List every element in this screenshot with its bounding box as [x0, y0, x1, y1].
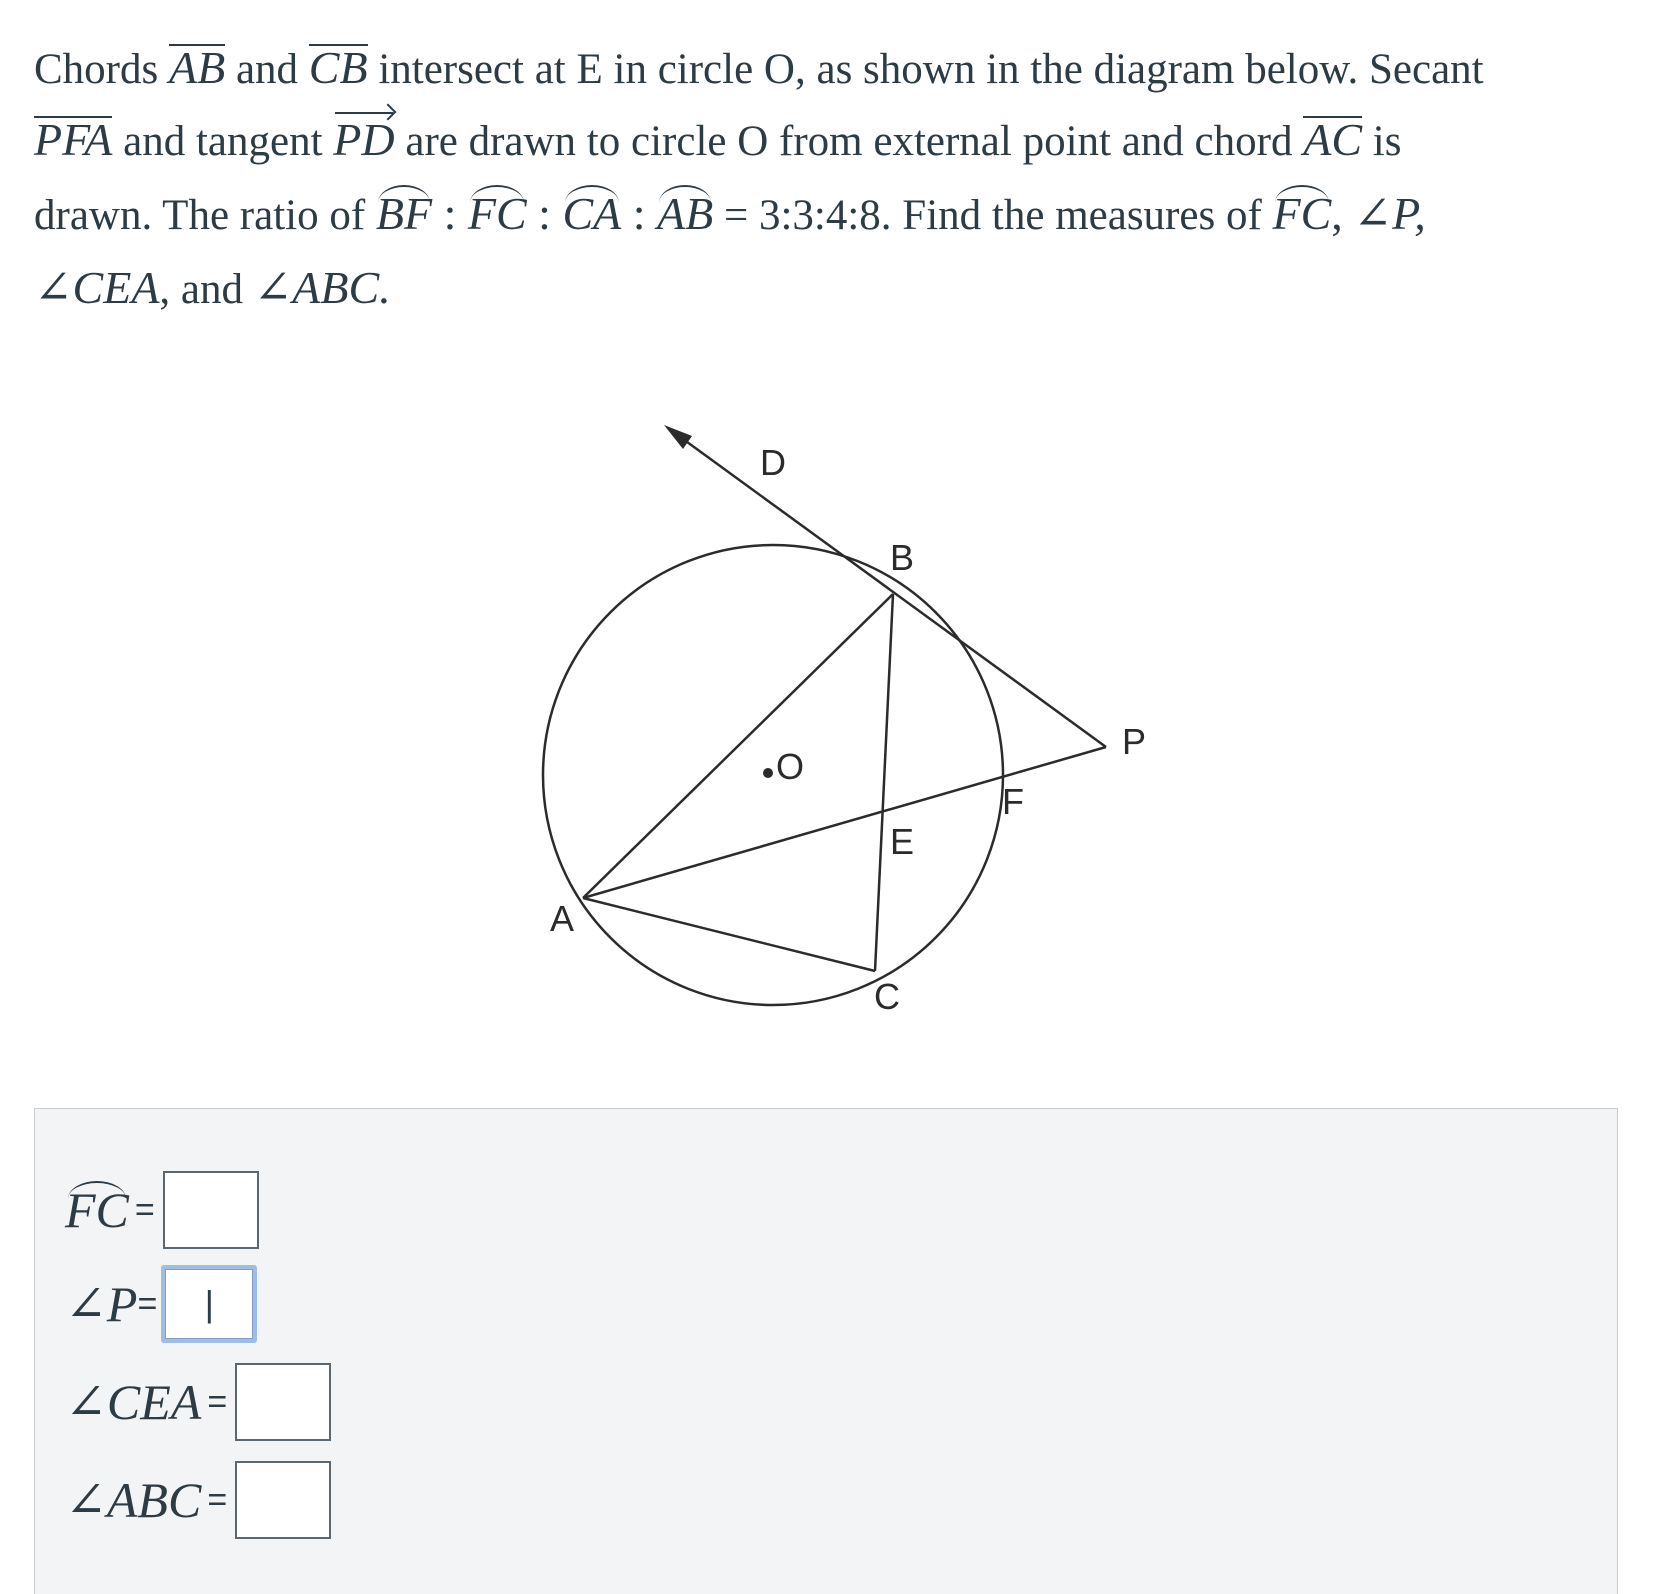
problem-statement	[34, 34, 1634, 326]
abc-input[interactable]	[235, 1461, 331, 1539]
label-c: C	[874, 976, 900, 1017]
colon: :	[621, 188, 658, 239]
segment-cb: CB	[308, 42, 368, 93]
angle-abc-ask: ∠ABC.	[253, 262, 391, 313]
problem-text: are drawn to circle O from external point and chord	[394, 118, 1304, 165]
comma: ,	[1331, 188, 1343, 239]
segment-ac: AC	[1303, 114, 1362, 165]
label-e: E	[890, 821, 915, 862]
p-label: ∠P	[65, 1276, 138, 1332]
label-o: O	[776, 746, 805, 787]
arrow-head-icon	[664, 425, 692, 449]
angle-cea-ask: ∠CEA	[34, 262, 160, 313]
label-b: B	[890, 537, 915, 578]
p-input[interactable]: |	[161, 1265, 257, 1343]
segment-ab: AB	[168, 42, 226, 93]
arc-ab: AB	[657, 188, 714, 239]
problem-text: Chords	[34, 46, 169, 93]
cea-input[interactable]	[235, 1363, 331, 1441]
problem-text: and tangent	[112, 118, 334, 165]
answer-row-abc	[65, 1461, 331, 1539]
colon: :	[432, 188, 468, 239]
angle-p-ask: ∠P,	[1353, 188, 1426, 239]
equals-sign: =	[207, 1480, 228, 1519]
circle-diagram	[500, 380, 1180, 1040]
answer-row-fc	[65, 1171, 259, 1249]
problem-text: and	[225, 46, 309, 93]
equals-sign: =	[207, 1382, 228, 1421]
answer-panel	[34, 1108, 1618, 1594]
equals-sign: =	[134, 1190, 155, 1229]
ray-pd: PD	[333, 114, 395, 165]
problem-text: = 3:3:4:8. Find the measures of	[713, 192, 1273, 239]
problem-text: intersect at E in circle O, as shown in the diagram below. Secant	[367, 46, 1484, 93]
segment-pfa: PFA	[34, 114, 113, 165]
label-p: P	[1122, 721, 1147, 762]
label-f: F	[1002, 781, 1024, 822]
problem-text: is	[1362, 118, 1402, 165]
arc-bf: BF	[375, 188, 433, 239]
center-point	[763, 768, 773, 778]
answer-row-p	[65, 1265, 257, 1343]
problem-text: , and	[159, 266, 254, 313]
chord-ac	[583, 898, 875, 971]
arc-fc-ask: FC	[1272, 188, 1332, 239]
equals-sign: =	[137, 1284, 158, 1323]
colon: :	[526, 188, 563, 239]
abc-label: ∠ABC	[65, 1472, 202, 1528]
label-a: A	[550, 898, 575, 939]
arc-fc: FC	[467, 188, 527, 239]
fc-input[interactable]	[163, 1171, 259, 1249]
fc-label: FC	[65, 1182, 129, 1238]
chord-cb	[875, 594, 893, 971]
arc-ca: CA	[562, 188, 622, 239]
cea-label: ∠CEA	[65, 1374, 202, 1430]
circle-o	[543, 545, 1003, 1005]
label-d: D	[760, 442, 786, 483]
answer-row-cea	[65, 1363, 331, 1441]
problem-text: drawn. The ratio of	[34, 192, 376, 239]
